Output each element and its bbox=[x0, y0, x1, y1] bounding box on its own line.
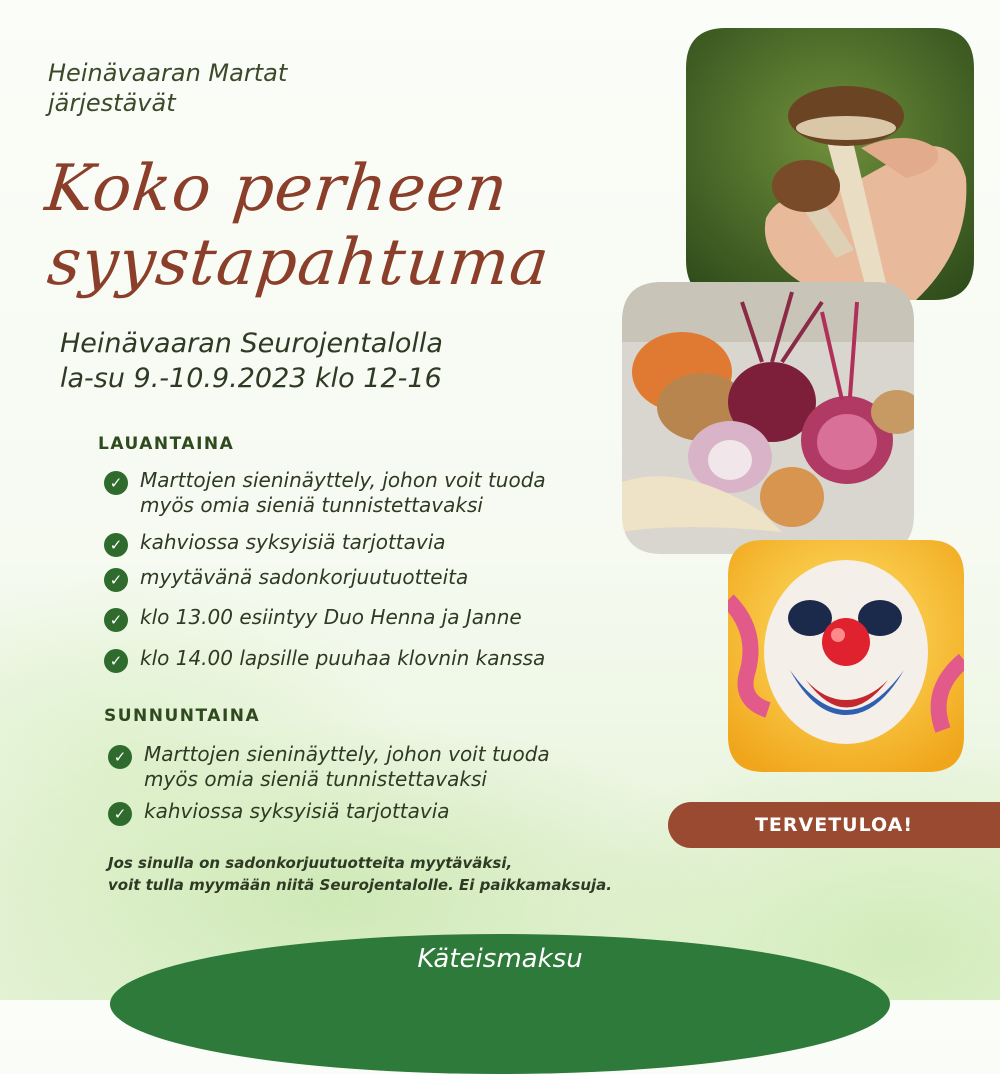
event-title bbox=[34, 152, 561, 300]
item-text: myytävänä sadonkorjuutuotteita bbox=[140, 565, 469, 589]
event-title-line1: Koko perheen bbox=[42, 152, 512, 226]
item-text: myös omia sieniä tunnistettavaksi bbox=[140, 493, 483, 517]
item-text: Marttojen sieninäyttely, johon voit tuoda bbox=[140, 468, 546, 492]
sales-note bbox=[108, 852, 612, 896]
organizer-line2: järjestävät bbox=[48, 89, 176, 117]
payment-text: Käteismaksu bbox=[417, 944, 583, 974]
organizer bbox=[48, 58, 287, 118]
item-text: Marttojen sieninäyttely, johon voit tuoda bbox=[144, 742, 550, 766]
list-item bbox=[104, 565, 468, 592]
check-icon: ✓ bbox=[104, 471, 128, 495]
venue-info bbox=[60, 326, 443, 396]
clown-illustration bbox=[728, 540, 964, 772]
list-item bbox=[104, 530, 446, 557]
venue: Heinävaaran Seurojentalolla bbox=[60, 328, 443, 359]
item-text: klo 14.00 lapsille puuhaa klovnin kanssa bbox=[140, 646, 546, 670]
event-title-line2: syystapahtuma bbox=[44, 226, 553, 300]
list-item bbox=[104, 468, 546, 518]
check-icon: ✓ bbox=[104, 649, 128, 673]
vegetables-photo bbox=[622, 282, 914, 554]
mushroom-photo bbox=[686, 28, 974, 300]
check-icon: ✓ bbox=[108, 745, 132, 769]
welcome-banner: TERVETULOA! bbox=[668, 802, 1000, 848]
list-item bbox=[104, 605, 522, 632]
saturday-heading: LAUANTAINA bbox=[98, 434, 235, 454]
list-item bbox=[104, 646, 545, 673]
check-icon: ✓ bbox=[104, 608, 128, 632]
datetime: la-su 9.-10.9.2023 klo 12-16 bbox=[60, 363, 442, 394]
item-text: kahviossa syksyisiä tarjottavia bbox=[144, 799, 450, 823]
sunday-heading: SUNNUNTAINA bbox=[104, 706, 261, 726]
item-text: klo 13.00 esiintyy Duo Henna ja Janne bbox=[140, 605, 522, 629]
check-icon: ✓ bbox=[108, 802, 132, 826]
sales-note-line2: voit tulla myymään niitä Seurojentalolle. Ei paikkamaksuja. bbox=[108, 876, 612, 894]
item-text: myös omia sieniä tunnistettavaksi bbox=[144, 767, 487, 791]
organizer-line1: Heinävaaran Martat bbox=[48, 59, 288, 87]
list-item bbox=[108, 742, 550, 792]
list-item bbox=[108, 799, 450, 826]
check-icon: ✓ bbox=[104, 568, 128, 592]
check-icon: ✓ bbox=[104, 533, 128, 557]
sales-note-line1: Jos sinulla on sadonkorjuutuotteita myytäväksi, bbox=[108, 854, 513, 872]
item-text: kahviossa syksyisiä tarjottavia bbox=[140, 530, 446, 554]
